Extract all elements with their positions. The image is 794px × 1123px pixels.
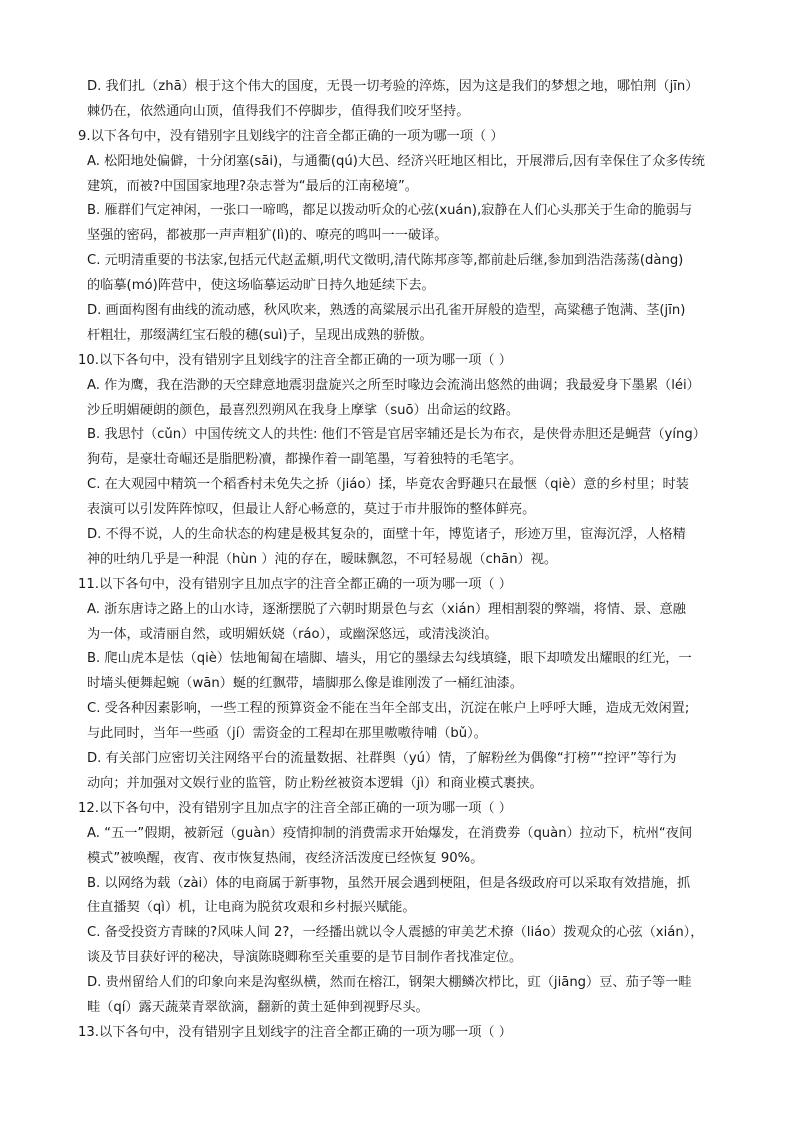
- option-line: A. “五一”假期，被新冠（guàn）疫情抑制的消费需求开始爆发，在消费劵（quàn）拉动下，杭州“夜间: [87, 825, 693, 841]
- question-line: 13.以下各句中，没有错别字且划线字的注音全都正确的一项为哪一项（ ）: [78, 1024, 512, 1040]
- option-line: B. 雁群们气定神闲，一张口一啼鸣，都足以拨动听众的心弦(xuán),寂静在人们心头那关于生命的脆弱与: [87, 203, 693, 219]
- option-line: D. 我们扎（zhā）根于这个伟大的国度，无畏一切考验的淬炼，因为这是我们的梦想之地，哪怕荆（jīn）: [87, 79, 699, 94]
- option-line: 表演可以引发阵阵惊叹，但最让人舒心畅意的，莫过于市井服饰的整体鲜亮。: [87, 502, 536, 518]
- option-line: C. 在大观园中精筑一个稻香村未免失之挢（jiáo）揉，毕竟农舍野趣只在最惬（qiè）意的乡村里；时装: [87, 477, 689, 493]
- option-line: 沙丘明媚硬朗的颜色，最喜烈烈朔风在我身上摩挲（suō）出命运的纹路。: [87, 402, 520, 418]
- option-line: A. 松阳地处偏僻，十分闭塞(sāi)，与通衢(qú)大邑、经济兴旺地区相比，开展滞后,因有幸保住了众多传统: [87, 153, 705, 169]
- question-line: 10.以下各句中，没有错别字且划线字的注音全都正确的一项为哪一项（ ）: [78, 352, 512, 368]
- question-line: 12.以下各句中，没有错别字且加点字的注音全部正确的一项为哪一项（ ）: [78, 800, 512, 816]
- option-line: D. 有关部门应密切关注网络平台的流量数据、社群舆（yú）情，了解粉丝为偶像“打榜”“控评”等行为: [87, 751, 677, 767]
- option-line: 建筑，而被?中国国家地理?杂志誉为“最后的江南秘境”。: [87, 178, 418, 194]
- option-line: 棘仍在，依然通向山顶，值得我们不停脚步，值得我们咬牙坚持。: [87, 103, 470, 119]
- option-line: B. 我思忖（cǔn）中国传统文人的共性: 他们不管是官居宰辅还是长为布衣，是侠骨赤胆还是蝇营（yíng）: [87, 427, 706, 443]
- option-line: C. 受各种因素影响，一些工程的预算资金不能在当年全部支出，沉淀在帐户上呼呼大睡，造成无效闲置;: [87, 701, 690, 717]
- option-line: 杆粗壮，那缀满红宝石般的穗(suì)子，呈现出成熟的骄傲。: [87, 327, 433, 343]
- option-line: 与此同时，当年一些亟（jí）需资金的工程却在那里嗷嗷待哺（bǔ）。: [87, 726, 487, 742]
- option-line: 住直播契（qì）机，让电商为脱贫攻艰和乡村振兴赋能。: [87, 900, 416, 916]
- question-line: 9.以下各句中，没有错别字且划线字的注音全都正确的一项为哪一项（ ）: [78, 128, 504, 144]
- option-line: 神的吐纳几乎是一种混（hùn ）沌的存在，暧昧飘忽，不可轻易觇（chān）视。: [87, 551, 558, 567]
- option-line: 谈及节目获好评的秘决，导演陈晓卿称至关重要的是节目制作者找准定位。: [87, 950, 523, 966]
- option-line: D. 画面构图有曲线的流动感，秋风吹来，熟透的高粱展示出孔雀开屏般的造型，高粱穗子饱满、茎(jīn): [87, 303, 686, 319]
- option-line: 动向；并加强对文娱行业的监管，防止粉丝被资本逻辑（jì）和商业模式裹挟。: [87, 775, 543, 791]
- question-line: 11.以下各句中，没有错别字且加点字的注音全都正确的一项为哪一项（ ）: [78, 576, 512, 592]
- option-line: 为一体，或清丽自然，或明媚妖娆（ráo），或幽深悠远，或清浅淡泊。: [87, 626, 498, 642]
- option-line: D. 贵州留给人们的印象向来是沟壑纵横，然而在榕江，钢架大棚鳞次栉比，豇（jiāng）豆、茄子等一畦: [87, 975, 692, 991]
- option-line: 畦（qí）露天蔬菜青翠欲滴，翻新的黄土延伸到视野尽头。: [87, 999, 429, 1015]
- option-line: B. 爬山虎本是怯（qiè）怯地匍匐在墙脚、墙头，用它的墨绿去勾线填缝，眼下却喷发出耀眼的红光，一: [87, 651, 692, 667]
- option-line: C. 元明清重要的书法家,包括元代赵孟頫,明代文徵明,清代陈邦彦等,都前赴后继,参加到浩浩荡荡(dàng): [87, 253, 684, 269]
- option-line: C. 备受投资方青睐的?风味人间 2?，一经播出就以令人震撼的审美艺术撩（liáo）拨观众的心弦（xián），: [87, 925, 704, 941]
- option-line: B. 以网络为载（zài）体的电商属于新事物，虽然开展会遇到梗阻，但是各级政府可以采取有效措施，抓: [87, 875, 691, 891]
- option-line: D. 不得不说，人的生命状态的构建是极其复杂的，面壁十年，博览诸子，形迹万里，宦海沉浮，人格精: [87, 527, 686, 543]
- option-line: 时墙头便舞起蜿（wān）蜒的红飘带，墙脚那么像是谁刚泼了一桶红油漆。: [87, 676, 524, 692]
- option-line: 坚强的密码，都被那一声声粗犷(lì)的、嘹亮的鸣叫一一破译。: [87, 228, 448, 244]
- option-line: 模式”被唤醒，夜宵、夜市恢复热闹，夜经济活泼度已经恢复 90%。: [87, 850, 484, 866]
- option-line: 狗苟，是豪壮奇崛还是脂肥粉凟，都操作着一副笔墨，写着独特的毛笔字。: [87, 452, 523, 468]
- option-line: A. 浙东唐诗之路上的山水诗，逐渐摆脱了六朝时期景色与玄（xián）理相割裂的弊端，将情、景、意融: [87, 601, 686, 617]
- option-line: 的临摹(mó)阵营中，使这场临摹运动旷日持久地延续下去。: [87, 278, 435, 294]
- option-line: A. 作为鹰，我在浩渺的天空肆意地震羽盘旋兴之所至时喙边会流淌出悠然的曲调；我最爱身下墨累（léi）: [87, 377, 700, 393]
